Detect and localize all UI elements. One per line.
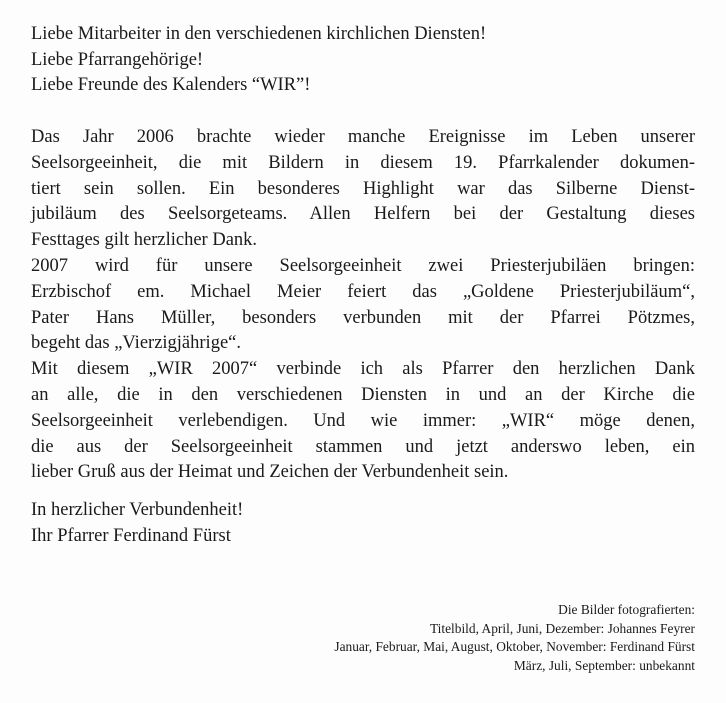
body-line: Festtages gilt herzlicher Dank.: [31, 230, 258, 251]
body-line: Mit diesem „WIR 2007“ verbinde ich als Pfarrer den herzlichen Dank: [31, 359, 695, 380]
body-line: lieber Gruß aus der Heimat und Zeichen der Verbundenheit sein.: [31, 462, 509, 483]
signature-line: Ihr Pfarrer Ferdinand Fürst: [31, 525, 231, 546]
photo-credits: [334, 601, 695, 675]
body-line: Erzbischof em. Michael Meier feiert das „Goldene Priesterjubiläum“,: [31, 281, 695, 302]
salutation-line-2: Liebe Pfarrangehörige!: [31, 49, 204, 70]
salutation-block: [31, 22, 486, 99]
closing-block: [31, 498, 243, 549]
salutation-line-3: Liebe Freunde des Kalenders “WIR”!: [31, 75, 311, 96]
body-line: Seelsorgeeinheit, die mit Bildern in diesem 19. Pfarrkalender dokumen-: [31, 152, 695, 173]
body-line: 2007 wird für unsere Seelsorgeeinheit zwei Priesterjubiläen bringen:: [31, 255, 695, 276]
salutation-line-1: Liebe Mitarbeiter in den verschiedenen kirchlichen Diensten!: [31, 24, 487, 44]
letter-body: [31, 125, 695, 486]
credits-line-2: Januar, Februar, Mai, August, Oktober, November: Ferdinand Fürst: [334, 639, 695, 655]
credits-line-3: März, Juli, September: unbekannt: [513, 657, 695, 673]
body-line: begeht das „Vierzigjährige“.: [31, 333, 241, 354]
closing-line: In herzlicher Verbundenheit!: [31, 500, 244, 520]
body-line: Das Jahr 2006 brachte wieder manche Ereignisse im Leben unserer: [31, 127, 695, 147]
body-line: die aus der Seelsorgeeinheit stammen und jetzt anderswo leben, ein: [31, 436, 695, 457]
body-line: jubiläum des Seelsorgeteams. Allen Helfern bei der Gestaltung dieses: [31, 204, 695, 225]
body-line: an alle, die in den verschiedenen Diensten in und an der Kirche die: [31, 384, 695, 405]
body-line: Pater Hans Müller, besonders verbunden mit der Pfarrei Pötzmes,: [31, 307, 695, 328]
body-line: tiert sein sollen. Ein besonderes Highlight war das Silberne Dienst-: [31, 178, 695, 199]
credits-heading: Die Bilder fotografierten:: [558, 602, 695, 617]
credits-line-1: Titelbild, April, Juni, Dezember: Johannes Feyrer: [429, 620, 695, 636]
body-line: Seelsorgeeinheit verlebendigen. Und wie immer: „WIR“ möge denen,: [31, 410, 695, 431]
